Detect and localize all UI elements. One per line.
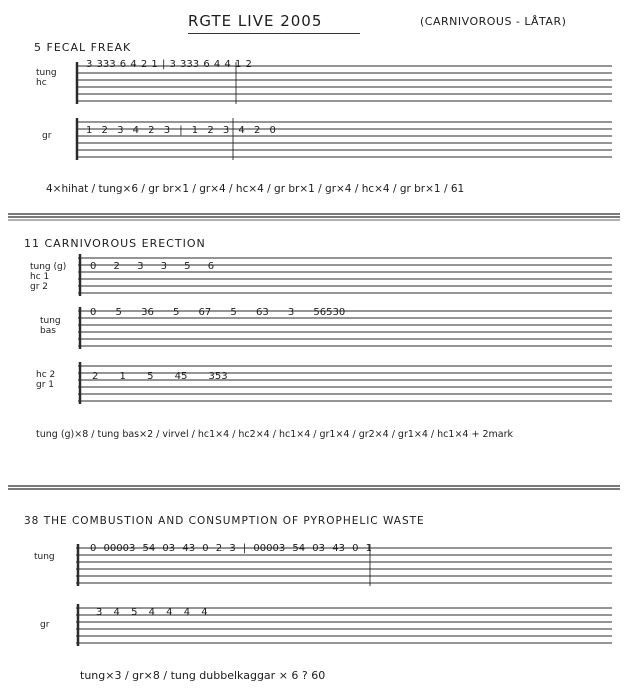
tab-notes-tung-hc: 3 333 6 4 2 1 | 3 333 6 4 4 1 2: [86, 59, 252, 70]
title-underline: [188, 33, 360, 34]
instructions-carnivorous-erection: tung (g)×8 / tung bas×2 / virvel / hc1×4 / hc2×4 / hc1×4 / gr1×4 / gr2×4 / gr1×4 / hc1×4 + 2mark: [36, 429, 513, 440]
tab-notes-hc2-gr1: 2 1 5 45 353: [92, 371, 228, 382]
row-label-gr-3: gr: [40, 620, 50, 630]
page-subtitle: (CARNIVOROUS - LÅTAR): [420, 15, 567, 28]
staff-erection-hc2: [78, 362, 612, 404]
tab-notes-tung: 0 00003 54 03 43 0 2 3 | 00003 54 03 43 0 1: [90, 543, 373, 554]
instructions-fecal-freak: 4×hihat / tung×6 / gr br×1 / gr×4 / hc×4 / gr br×1 / gr×4 / hc×4 / gr br×1 / 61: [46, 183, 465, 195]
tab-notes-tung-bas: 0 5 36 5 67 5 63 3 56530: [90, 307, 346, 318]
tab-notes-gr: 1 2 3 4 2 3 | 1 2 3 4 2 0: [86, 125, 276, 136]
song-heading-carnivorous-erection: 11 CARNIVOROUS ERECTION: [24, 237, 206, 250]
song-heading-fecal-freak: 5 FECAL FREAK: [34, 41, 132, 54]
tab-notes-gr-3: 3 4 5 4 4 4 4: [96, 607, 208, 618]
page-title: RGTE LIVE 2005: [188, 12, 323, 30]
row-label-tung-hc: tung hc: [36, 68, 57, 88]
row-label-gr: gr: [42, 131, 52, 141]
song-heading-combustion: 38 THE COMBUSTION AND CONSUMPTION OF PYROPHELIC WASTE: [24, 515, 425, 527]
row-label-hc2-gr1: hc 2 gr 1: [36, 370, 56, 390]
instructions-combustion: tung×3 / gr×8 / tung dubbelkaggar × 6 ? 60: [80, 669, 326, 682]
row-label-tung-bas: tung bas: [40, 316, 61, 336]
tab-notes-tung-g: 0 2 3 3 5 6: [90, 261, 215, 272]
row-label-tung: tung: [34, 552, 55, 562]
row-label-tung-g-hc1-gr2: tung (g) hc 1 gr 2: [30, 262, 67, 292]
